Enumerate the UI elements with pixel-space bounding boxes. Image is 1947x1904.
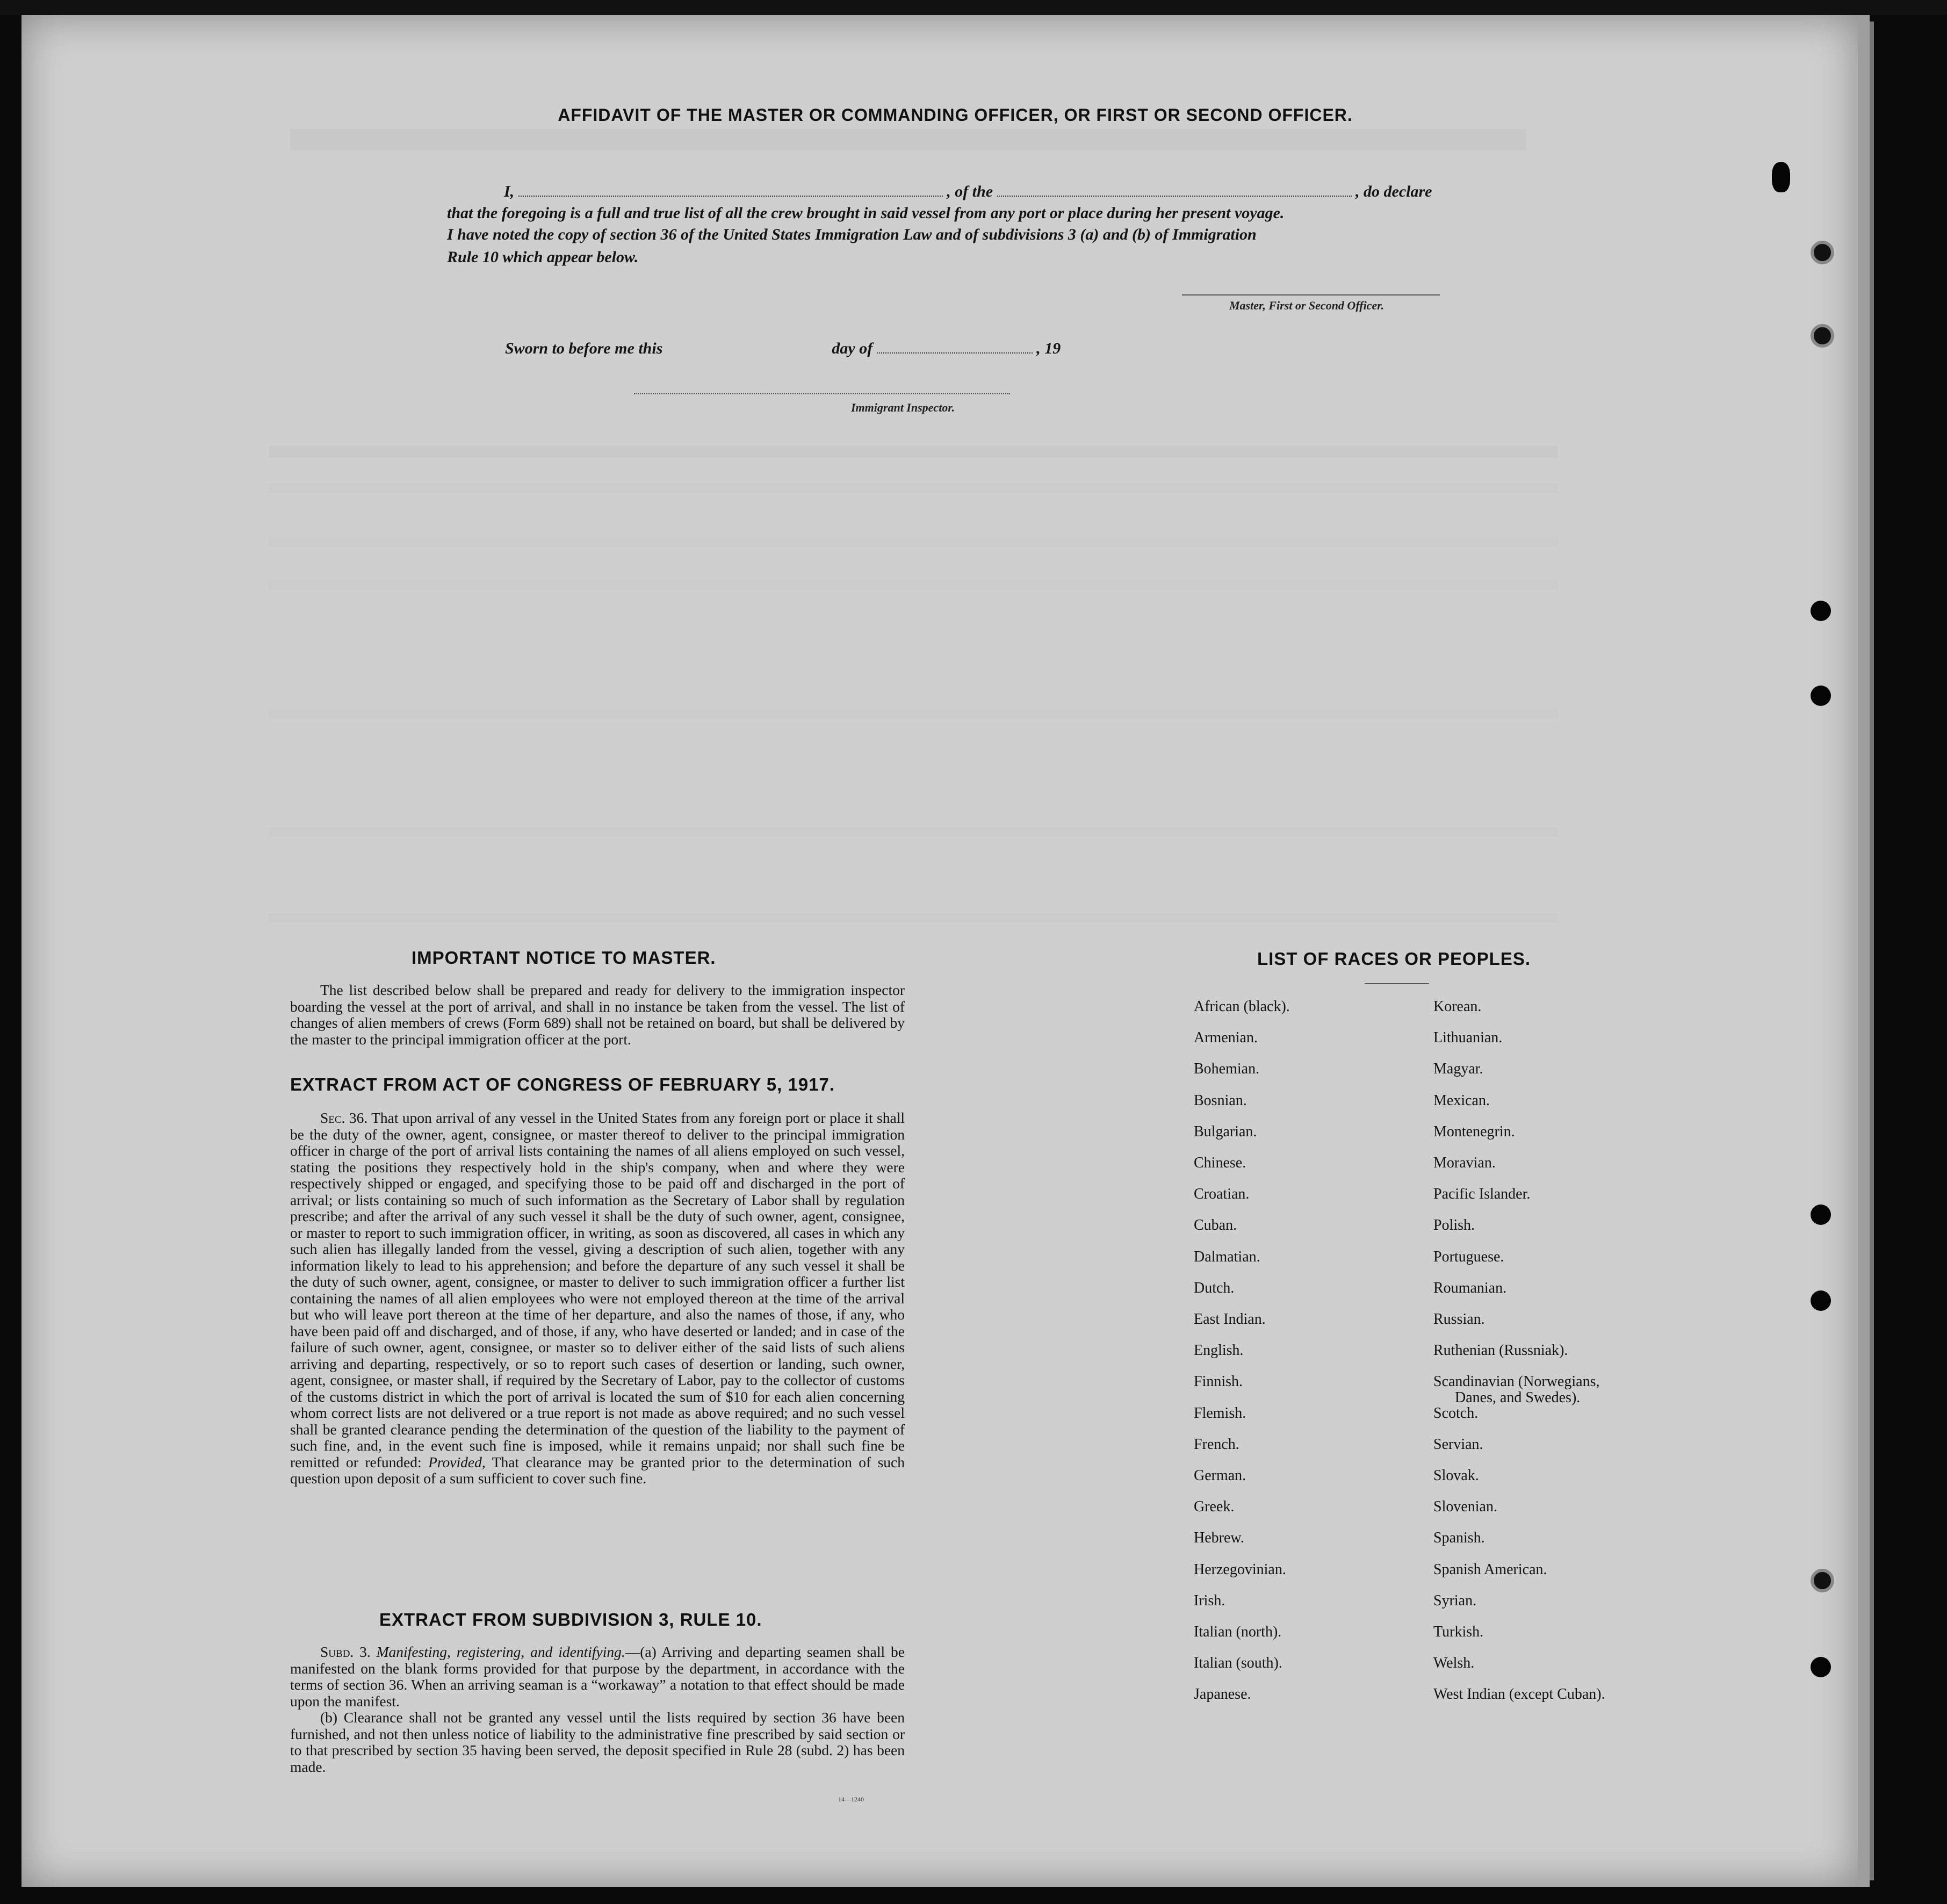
affidavit-line-2: that the foregoing is a full and true list of all the crew brought in said vessel from any port or place during her present voyage.	[447, 204, 1285, 222]
binder-hole	[1811, 686, 1831, 706]
race-item: Bosnian.	[1194, 1092, 1247, 1109]
race-item: Servian.	[1433, 1436, 1483, 1453]
race-item: Roumanian.	[1433, 1279, 1507, 1296]
bleed-through	[269, 484, 1558, 493]
binder-hole	[1811, 1657, 1831, 1677]
of-the-label: , of the	[947, 183, 993, 200]
race-item: Slovak.	[1433, 1467, 1479, 1484]
race-item: Danes, and Swedes).	[1455, 1389, 1581, 1407]
race-item: Korean.	[1433, 998, 1482, 1015]
races-title: LIST OF RACES OR PEOPLES.	[1257, 949, 1531, 969]
race-item: Bohemian.	[1194, 1061, 1260, 1078]
subdivision-paragraph-a	[290, 1644, 905, 1710]
race-item: Lithuanian.	[1433, 1029, 1503, 1047]
affidavit-line-1	[504, 182, 1432, 201]
bleed-through	[269, 913, 1558, 923]
bleed-through	[269, 709, 1558, 719]
name-blank[interactable]	[518, 182, 943, 197]
race-item: Montenegrin.	[1433, 1123, 1515, 1140]
act-text-end: That clearance may be granted prior to the determination of such question upon deposit of a sum sufficient to cover such fine.	[290, 1453, 905, 1487]
binder-hole	[1811, 1569, 1834, 1592]
bleed-through	[269, 446, 1558, 458]
notice-text: The list described below shall be prepared and ready for delivery to the immigration inspector boarding the vessel at the port of arrival, and shall in no instance be taken from the vessel. The list of changes of alien members of crews (Form 689) shall not be retained on board, but shall be delivered by the master to the principal immigration officer at the port.	[290, 982, 905, 1048]
race-item: Portuguese.	[1433, 1248, 1504, 1265]
page-edge	[1858, 15, 1870, 1887]
race-item: Turkish.	[1433, 1624, 1484, 1640]
subdivision-text-a: —(a) Arriving and departing seamen shall be manifested on the blank forms provided for that purpose by the department, in accordance with the terms of section 36. When an arriving seaman is a “workaway” a notation to that effect should be made upon the manifest.	[290, 1643, 905, 1710]
affidavit-line-3: I have noted the copy of section 36 of the United States Immigration Law and of subdivisions 3 (a) and (b) of Immigration	[447, 226, 1257, 243]
race-item: Ruthenian (Russniak).	[1433, 1342, 1568, 1359]
race-item: English.	[1194, 1342, 1244, 1359]
race-item: Spanish American.	[1433, 1561, 1547, 1578]
sworn-month-blank[interactable]	[877, 338, 1033, 354]
race-item: Japanese.	[1194, 1686, 1251, 1703]
affidavit-i-label: I,	[504, 183, 515, 200]
year-label: , 19	[1036, 340, 1061, 357]
race-item: Polish.	[1433, 1217, 1475, 1234]
race-item: Scotch.	[1433, 1404, 1479, 1422]
notice-title: IMPORTANT NOTICE TO MASTER.	[412, 948, 716, 968]
sworn-line	[505, 338, 1061, 358]
affidavit-title: AFFIDAVIT OF THE MASTER OR COMMANDING OFFICER, OR FIRST OR SECOND OFFICER.	[558, 105, 1353, 125]
race-item: Finnish.	[1194, 1373, 1243, 1390]
scan-border-top	[0, 0, 1947, 15]
inspector-signature-label: Immigrant Inspector.	[851, 401, 955, 414]
race-item: Spanish.	[1433, 1530, 1485, 1547]
subdivision-title: EXTRACT FROM SUBDIVISION 3, RULE 10.	[379, 1610, 762, 1629]
race-item: Flemish.	[1194, 1404, 1246, 1422]
affidavit-line-4: Rule 10 which appear below.	[447, 248, 639, 266]
day-of-label: day of	[832, 340, 873, 357]
document-page	[21, 15, 1858, 1887]
race-item: Slovenian.	[1433, 1498, 1497, 1516]
race-item: Chinese.	[1194, 1155, 1246, 1171]
race-item: Mexican.	[1433, 1092, 1490, 1109]
form-number: 14—1240	[838, 1795, 864, 1803]
race-item: Italian (north).	[1194, 1624, 1282, 1640]
subdivision-paragraph-b: (b) Clearance shall not be granted any vessel until the lists required by section 36 have been furnished, and not then unless notice of liability to the administrative fine prescribed by said section or to that prescribed by section 35 having been served, the deposit specified in Rule 28 (subd. 2) has been made.	[290, 1709, 905, 1775]
do-declare-label: , do declare	[1355, 183, 1432, 200]
race-item: Greek.	[1194, 1498, 1235, 1516]
bleed-through	[269, 827, 1558, 837]
subdivision-text-block	[290, 1644, 905, 1775]
race-item: East Indian.	[1194, 1311, 1266, 1328]
binder-hole	[1772, 162, 1790, 192]
binder-hole	[1811, 601, 1831, 621]
act-text: That upon arrival of any vessel in the United States from any foreign port or place it shall be the duty of the owner, agent, consignee, or master thereof to deliver to the principal immigration officer in charge of the port of arrival lists containing the names of all aliens employed on such vessel, stating the positions they respectively hold in the ship's company, when and where they were respectively shipped or engaged, and specifying those to be paid off and discharged in the port of arrival; or lists containing so much of such information as the Secretary of Labor shall by regulation prescribe; and after the arrival of any such vessel it shall be the duty of such owner, agent, consignee, or master to report to such immigration officer, in writing, as soon as discovered, all cases in which any such alien has illegally landed from the vessel, giving a description of such alien, together with any information likely to lead to his apprehension; and before the departure of any such vessel it shall be the duty of such owner, agent, consignee, or master to deliver to such immigration officer a further list containing the names of all alien employees who were not employed thereon at the time of the arrival but who will leave port thereon at the time of her departure, and also the names of those, if any, who have been paid off and discharged, and of those, if any, who have deserted or landed; and in case of the failure of such owner, agent, consignee, or master so to deliver either of the said lists of such aliens arriving and departing, respectively, or so to report such cases of desertion or landing, such owner, agent, consignee, or master shall, if required by the Secretary of Labor, pay to the collector of customs of the customs district in which the port of arrival is located the sum of $10 for each alien concerning whom correct lists are not delivered or a true report is not made as above required; and no such vessel shall be granted clearance pending the determination of the question of the liability to the payment of such fine, and, in the event such fine is imposed, while it remains unpaid; nor shall such fine be remitted or refunded:	[290, 1109, 905, 1470]
race-item: Welsh.	[1433, 1655, 1475, 1672]
race-item: Italian (south).	[1194, 1655, 1282, 1672]
bleed-through	[290, 129, 1526, 150]
binder-hole	[1811, 1205, 1831, 1225]
inspector-signature-line[interactable]	[634, 393, 1010, 394]
binder-hole	[1811, 241, 1834, 264]
binder-hole	[1811, 324, 1834, 348]
race-item: Bulgarian.	[1194, 1123, 1257, 1140]
race-item: French.	[1194, 1436, 1239, 1453]
race-item: Pacific Islander.	[1433, 1186, 1531, 1203]
race-item: Syrian.	[1433, 1592, 1477, 1609]
sworn-day-blank[interactable]	[667, 340, 828, 354]
race-item: Russian.	[1433, 1311, 1485, 1328]
subdivision-italic: Manifesting, registering, and identifying.	[376, 1643, 625, 1660]
bleed-through	[269, 580, 1558, 590]
provided-label: Provided,	[428, 1453, 486, 1470]
race-item: Scandinavian (Norwegians,	[1433, 1373, 1600, 1390]
act-title: EXTRACT FROM ACT OF CONGRESS OF FEBRUARY 5, 1917.	[290, 1074, 835, 1094]
race-item: Irish.	[1194, 1592, 1225, 1609]
subdivision-label: Subd. 3.	[320, 1643, 371, 1660]
race-item: German.	[1194, 1467, 1246, 1484]
race-item: Hebrew.	[1194, 1530, 1244, 1547]
act-text-block	[290, 1110, 905, 1487]
race-item: African (black).	[1194, 998, 1290, 1015]
bleed-through	[269, 537, 1558, 547]
race-item: Magyar.	[1433, 1061, 1483, 1078]
race-item: Dalmatian.	[1194, 1248, 1260, 1265]
race-item: Dutch.	[1194, 1279, 1235, 1296]
master-signature-label: Master, First or Second Officer.	[1229, 299, 1384, 312]
act-paragraph	[290, 1110, 905, 1487]
binder-hole	[1811, 1290, 1831, 1311]
notice-text-block	[290, 982, 905, 1048]
race-item: Moravian.	[1433, 1155, 1496, 1171]
page-edge-shadow	[1870, 21, 1874, 1880]
master-signature-line[interactable]	[1182, 294, 1440, 295]
race-item: Herzegovinian.	[1194, 1561, 1286, 1578]
sworn-label: Sworn to before me this	[505, 340, 663, 357]
section-label: Sec. 36.	[320, 1109, 368, 1126]
race-item: West Indian (except Cuban).	[1433, 1686, 1605, 1703]
races-title-rule	[1365, 983, 1429, 984]
race-item: Croatian.	[1194, 1186, 1250, 1203]
race-item: Cuban.	[1194, 1217, 1237, 1234]
race-item: Armenian.	[1194, 1029, 1258, 1047]
vessel-blank[interactable]	[997, 182, 1352, 197]
